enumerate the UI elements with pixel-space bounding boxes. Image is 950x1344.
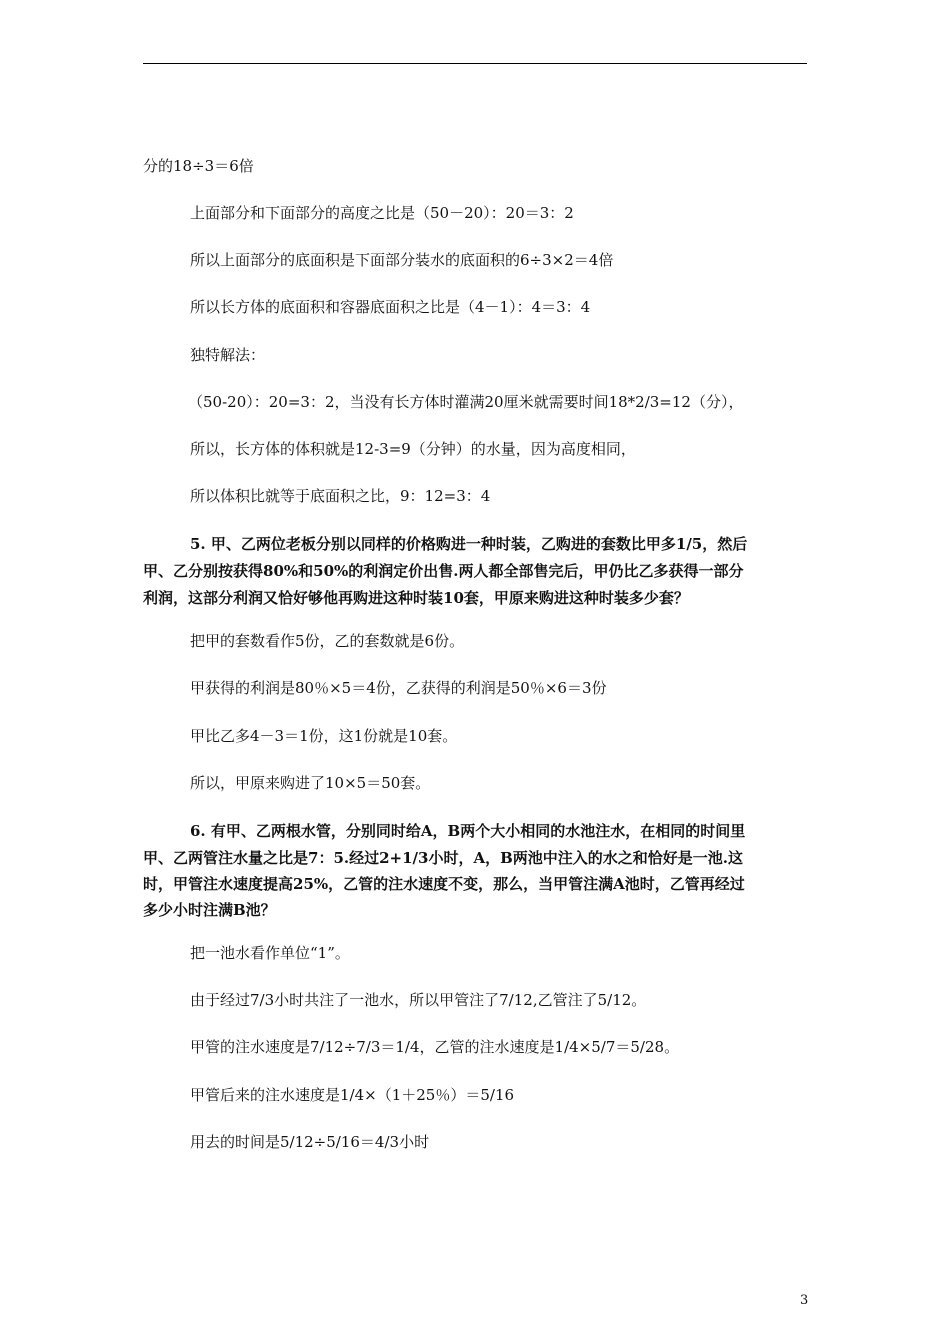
text-line: 上面部分和下面部分的高度之比是（50－20）：20＝3：2 [190,204,574,222]
problem-5-solution-line: 把甲的套数看作5份，乙的套数就是6份。 [190,632,465,650]
problem-6-solution-line: 把一池水看作单位“1”。 [190,944,350,962]
problem-6-question-line: 多少小时注满B池？ [143,901,276,919]
problem-6-solution-line: 甲管后来的注水速度是1/4×（1＋25％）＝5/16 [190,1086,515,1104]
page-number: 3 [800,1293,809,1308]
text-line: 所以体积比就等于底面积之比，9：12=3：4 [190,487,491,505]
problem-5-solution-line: 甲比乙多4－3＝1份，这1份就是10套。 [190,727,458,745]
problem-6-solution-line: 由于经过7/3小时共注了一池水，所以甲管注了7/12,乙管注了5/12。 [190,991,647,1009]
text-line: 所以上面部分的底面积是下面部分装水的底面积的6÷3×2＝4倍 [190,251,614,269]
problem-6-solution-line: 甲管的注水速度是7/12÷7/3＝1/4，乙管的注水速度是1/4×5/7＝5/28。 [190,1038,680,1056]
problem-5-question-line: 甲、乙分别按获得80%和50%的利润定价出售.两人都全部售完后，甲仍比乙多获得一部分 [143,562,744,580]
problem-6-question-line: 6. 有甲、乙两根水管，分别同时给A，B两个大小相同的水池注水，在相同的时间里 [190,822,746,840]
problem-5-question-line: 利润，这部分利润又恰好够他再购进这种时装10套，甲原来购进这种时装多少套？ [143,589,689,607]
problem-6-solution-line: 用去的时间是5/12÷5/16＝4/3小时 [190,1133,430,1151]
problem-5-solution-line: 所以，甲原来购进了10×5＝50套。 [190,774,431,792]
text-line: 独特解法： [190,346,266,364]
header-rule [143,63,807,64]
text-line: 分的18÷3＝6倍 [143,157,254,175]
problem-6-question-line: 甲、乙两管注水量之比是7：5.经过2+1/3小时，A，B两池中注入的水之和恰好是一池.这 [143,849,743,867]
text-line: 所以，长方体的体积就是12-3=9（分钟）的水量，因为高度相同， [190,440,636,458]
text-line: 所以长方体的底面积和容器底面积之比是（4－1）：4＝3：4 [190,298,591,316]
problem-5-solution-line: 甲获得的利润是80％×5＝4份，乙获得的利润是50％×6＝3份 [190,679,607,697]
text-line: （50-20）：20=3：2，当没有长方体时灌满20厘米就需要时间18*2/3=12（分）， [188,393,744,411]
problem-5-question-line: 5. 甲、乙两位老板分别以同样的价格购进一种时装，乙购进的套数比甲多1/5，然后 [190,535,748,553]
problem-6-question-line: 时，甲管注水速度提高25%，乙管的注水速度不变，那么，当甲管注满A池时，乙管再经过 [143,875,745,893]
